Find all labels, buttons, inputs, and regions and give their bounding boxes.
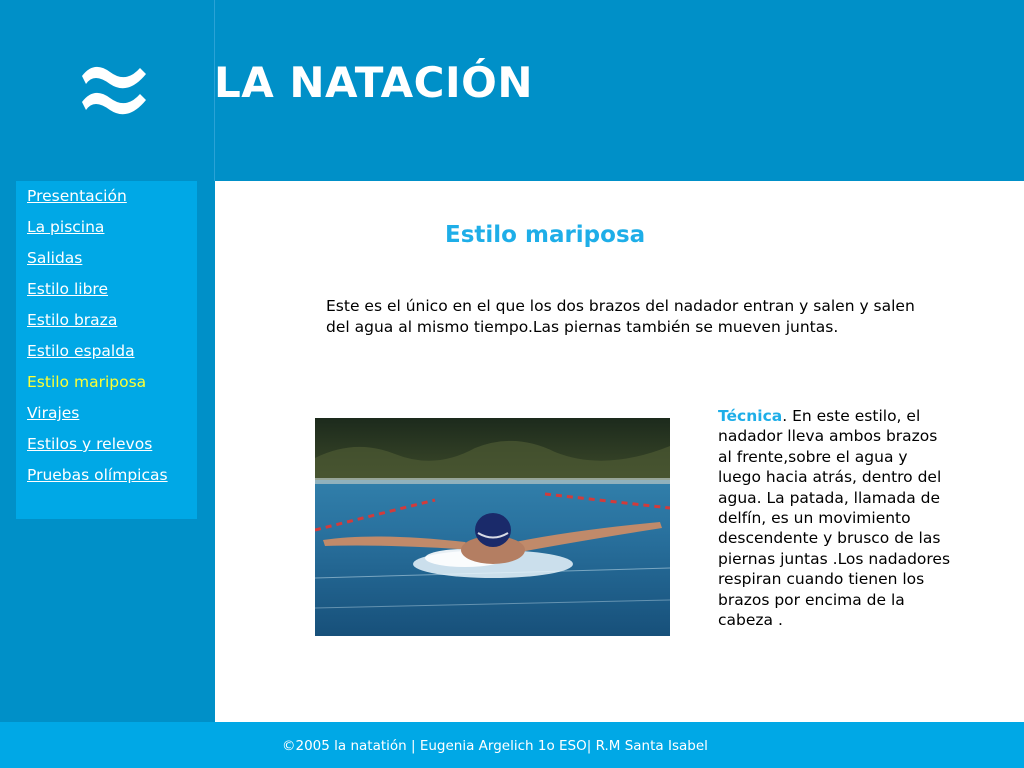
nav-item[interactable] [27, 279, 197, 310]
nav-link[interactable]: Estilo braza [27, 311, 118, 329]
technique-label: Técnica [718, 407, 783, 425]
nav-link[interactable]: Estilo espalda [27, 342, 135, 360]
nav-link[interactable]: Pruebas olímpicas [27, 466, 168, 484]
nav-item[interactable] [27, 465, 197, 496]
footer-text: ©2005 la natatión | Eugenia Argelich 1o ESO| R.M Santa Isabel [282, 738, 708, 754]
nav-item[interactable] [27, 248, 197, 279]
nav-list [16, 181, 197, 496]
nav-link[interactable]: Salidas [27, 249, 83, 267]
technique-paragraph [718, 406, 954, 630]
main-content [215, 181, 1024, 722]
nav-item[interactable] [27, 186, 197, 217]
site-footer [0, 722, 1024, 768]
nav-link[interactable]: Virajes [27, 404, 80, 422]
nav-link[interactable]: Estilos y relevos [27, 435, 153, 453]
waves-icon [70, 42, 160, 132]
site-header [0, 0, 1024, 181]
swimmer-butterfly-photo [315, 418, 670, 636]
nav-link[interactable]: La piscina [27, 218, 105, 236]
nav-link[interactable]: Estilo libre [27, 280, 108, 298]
nav-item[interactable] [27, 217, 197, 248]
nav-item[interactable] [27, 341, 197, 372]
sidebar-nav [16, 181, 197, 519]
nav-item[interactable] [27, 434, 197, 465]
page-heading: Estilo mariposa [445, 222, 646, 248]
technique-text: . En este estilo, el nadador lleva ambos brazos al frente,sobre el agua y luego hacia atrás, dentro del agua. La patada, llamada de delfín, es un movimiento descendente y brusco de las piernas juntas .Los nadadores respiran cuando tienen los brazos por encima de la cabeza . [718, 407, 951, 630]
nav-item [27, 372, 197, 403]
nav-item-current-label: Estilo mariposa [27, 373, 147, 391]
intro-paragraph: Este es el único en el que los dos brazos del nadador entran y salen y salen del agua al mismo tiempo.Las piernas también se mueven juntas. [326, 297, 915, 336]
nav-item[interactable] [27, 403, 197, 434]
nav-item[interactable] [27, 310, 197, 341]
site-title: LA NATACIÓN [214, 58, 533, 107]
nav-link[interactable]: Presentación [27, 187, 127, 205]
